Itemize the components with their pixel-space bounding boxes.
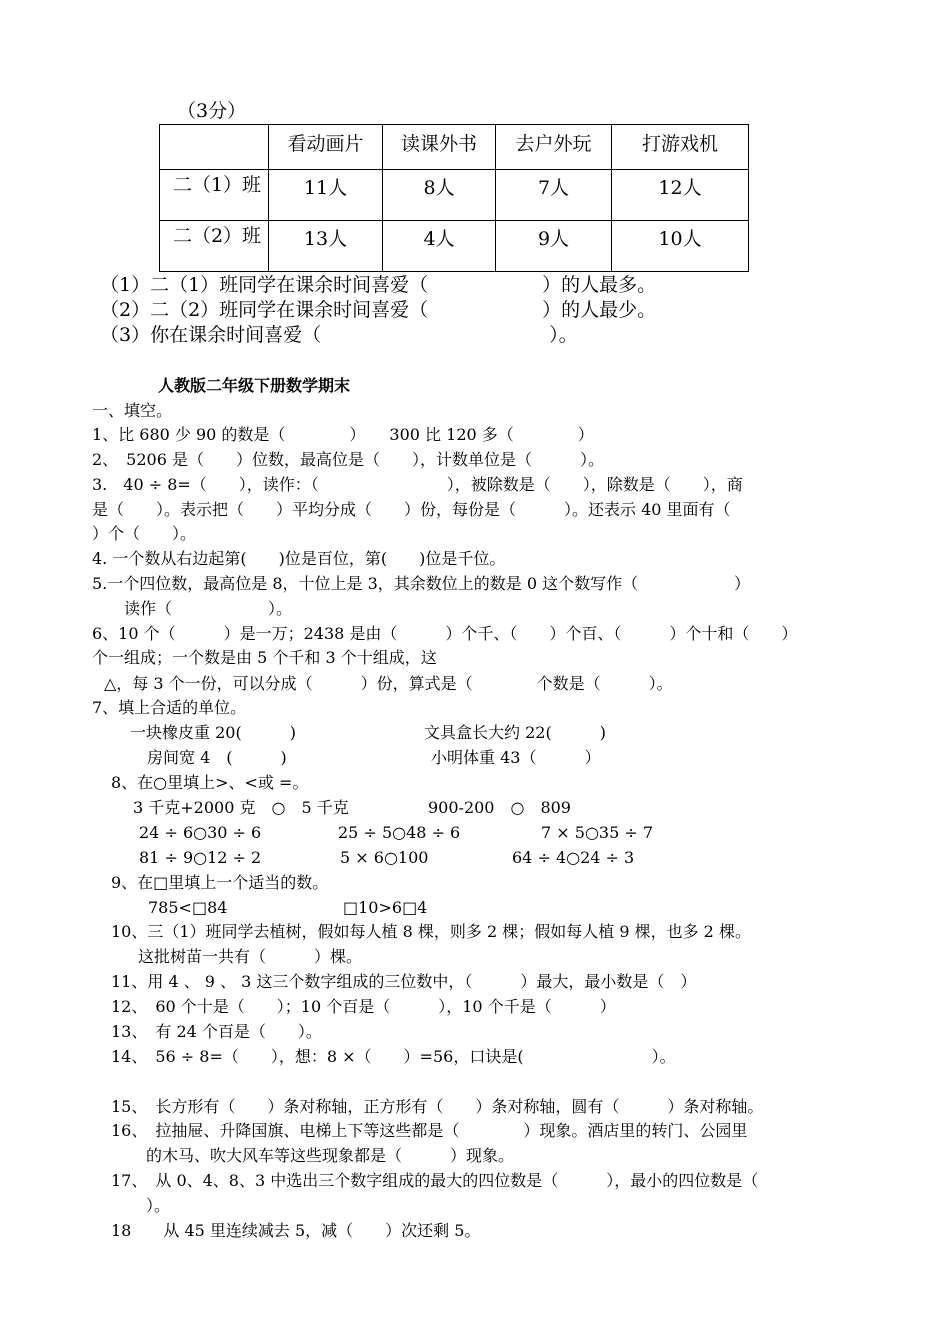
exam-line: 读作（ ）。 [108,599,293,618]
fill-box-item: □10>6□4 [343,898,428,917]
table-header-cell: 看动画片 [269,125,383,170]
compare-item: 64 ÷ 4○24 ÷ 3 [512,848,635,867]
unit-item: 小明体重 43（ ） [431,748,601,767]
table-question-3: （3）你在课余时间喜爱（ ）。 [100,324,578,346]
exam-line: 5.一个四位数，最高位是 8，十位上是 3，其余数位上的数是 0 这个数写作（ ） [92,574,751,593]
exam-line: 这批树苗一共有（ ）棵。 [138,947,363,966]
exam-line: 10、三（1）班同学去植树，假如每人植 8 棵，则多 2 棵；假如每人植 9 棵，也多 2 棵。 [111,922,751,941]
exam-line: 4. 一个数从右边起第( )位是百位，第( )位是千位。 [92,549,506,568]
table-row-label: 二（1）班 [160,170,269,221]
exam-line: 的木马、吹大风车等这些现象都是（ ）现象。 [146,1146,515,1165]
table-cell: 9人 [496,221,612,272]
compare-item: 25 ÷ 5○48 ÷ 6 [338,823,461,842]
table-cell: 12人 [612,170,749,221]
table-header-cell: 去户外玩 [496,125,612,170]
unit-item: 房间宽 4 ( ) [147,748,287,767]
exam-line: 17、 从 0、4、8、3 中选出三个数字组成的最大的四位数是（ ），最小的四位数是（ [111,1171,759,1190]
compare-item: 5 × 6○100 [340,848,429,867]
table-cell: 10人 [612,221,749,272]
table-row [160,221,749,272]
exam-line: 个一组成；一个数是由 5 个千和 3 个十组成，这 [92,648,437,667]
exam-line: 7、填上合适的单位。 [92,698,247,717]
score-label: （3分） [177,100,247,122]
table-question-1: （1）二（1）班同学在课余时间喜爱（ ）的人最多。 [100,274,657,296]
table-cell: 11人 [269,170,383,221]
exam-line: 12、 60 个十是（ ）；10 个百是（ ），10 个千是（ ） [111,997,616,1016]
table-row [160,170,749,221]
exam-line: 2、 5206 是（ ）位数，最高位是（ ），计数单位是（ ）。 [92,450,604,469]
exam-line: 8、在○里填上>、<或 =。 [111,773,309,792]
exam-line: 是（ ）。表示把（ ）平均分成（ ）份，每份是（ ）。还表示 40 里面有（ [92,500,731,519]
compare-item: 81 ÷ 9○12 ÷ 2 [139,848,262,867]
exam-line: 14、 56 ÷ 8=（ ），想：8 ×（ ）=56，口诀是( ）。 [111,1047,676,1066]
section-heading: 一、填空。 [92,401,173,420]
exam-line: 16、 拉抽屉、升降国旗、电梯上下等这些都是（ ）现象。酒店里的转门、公园里 [111,1121,748,1140]
exam-line: 11、用 4 、 9 、 3 这三个数字组成的三位数中，（ ）最大，最小数是（ ） [111,972,697,991]
table-header-cell: 打游戏机 [612,125,749,170]
exam-line: 15、 长方形有（ ）条对称轴，正方形有（ ）条对称轴，圆有（ ）条对称轴。 [111,1097,764,1116]
exam-line: ）。 [146,1196,171,1215]
compare-item: 3 千克+2000 克 ○ 5 千克 [133,798,349,817]
table-cell: 7人 [496,170,612,221]
compare-item: 24 ÷ 6○30 ÷ 6 [139,823,262,842]
exam-line: 18 从 45 里连续减去 5，减（ ）次还剩 5。 [111,1221,481,1240]
compare-item: 900-200 ○ 809 [428,798,571,817]
table-cell: 4人 [383,221,496,272]
exam-title: 人教版二年级下册数学期末 [158,376,351,395]
table-question-2: （2）二（2）班同学在课余时间喜爱（ ）的人最少。 [100,299,657,321]
exam-line: △，每 3 个一份，可以分成（ ）份，算式是（ 个数是（ ）。 [104,674,673,693]
fill-box-item: 785<□84 [148,898,228,917]
exam-line: 6、10 个（ ）是一万；2438 是由（ ）个千、（ ）个百、（ ）个十和（ ） [92,624,798,643]
table-cell: 13人 [269,221,383,272]
unit-item: 一块橡皮重 20( ) [130,723,296,742]
exam-line: 9、在□里填上一个适当的数。 [111,873,329,892]
unit-item: 文具盒长大约 22( ) [424,723,606,742]
table-row-label: 二（2）班 [160,221,269,272]
table-cell: 8人 [383,170,496,221]
exam-line: 13、 有 24 个百是（ ）。 [111,1022,322,1041]
table-header-cell [160,125,269,170]
table-header-cell: 读课外书 [383,125,496,170]
compare-item: 7 × 5○35 ÷ 7 [541,823,654,842]
exam-line: 1、比 680 少 90 的数是（ ） 300 比 120 多（ ） [92,425,594,444]
exam-line: 3. 40 ÷ 8=（ ），读作：（ ），被除数是（ ），除数是（ ），商 [92,475,743,494]
activity-table [159,124,749,272]
table-header-row [160,125,749,170]
exam-line: ）个（ ）。 [92,524,197,543]
